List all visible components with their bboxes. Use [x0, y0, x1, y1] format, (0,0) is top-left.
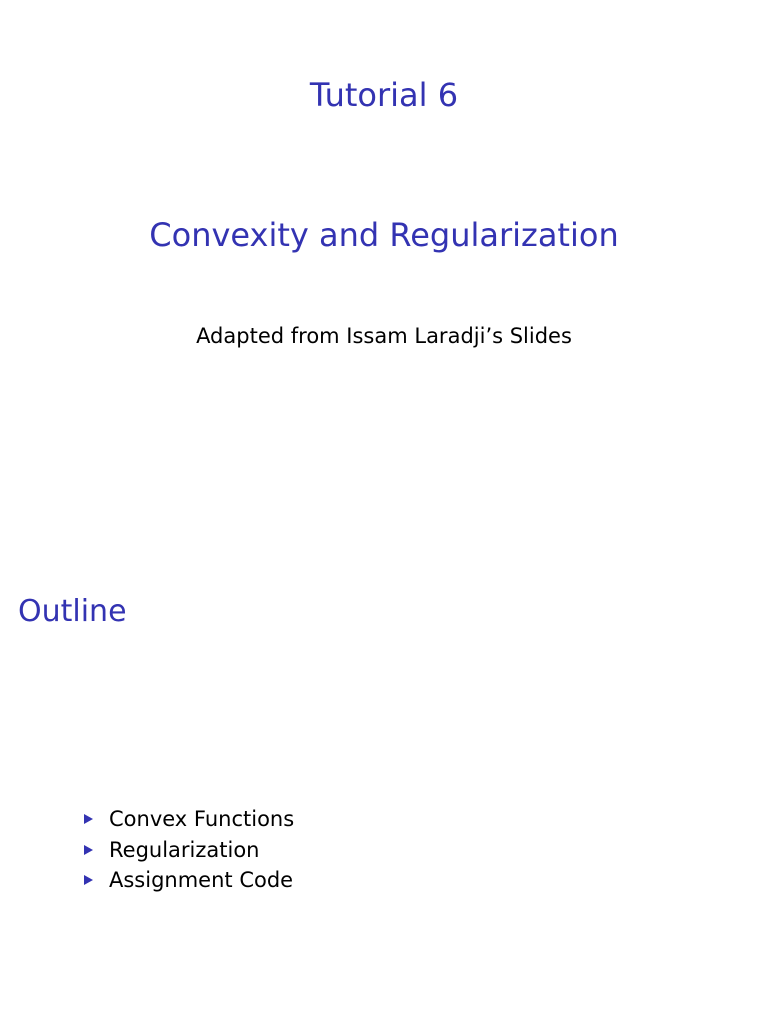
outline-slide: [0, 512, 768, 1024]
list-item-label: Regularization: [109, 837, 260, 862]
list-item-label: Assignment Code: [109, 868, 294, 893]
presentation-author: Adapted from Issam Laradji’s Slides: [196, 324, 572, 348]
frame-title: Outline: [18, 594, 127, 629]
list-item: [84, 865, 294, 896]
presentation-title: Tutorial 6: [309, 76, 459, 114]
triangle-bullet-icon: [84, 875, 93, 885]
list-item: [84, 804, 294, 835]
outline-list: [84, 804, 294, 896]
list-item-label: Convex Functions: [109, 807, 295, 832]
list-item: [84, 835, 294, 866]
triangle-bullet-icon: [84, 814, 93, 824]
presentation-subtitle: Convexity and Regularization: [149, 216, 619, 254]
triangle-bullet-icon: [84, 845, 93, 855]
